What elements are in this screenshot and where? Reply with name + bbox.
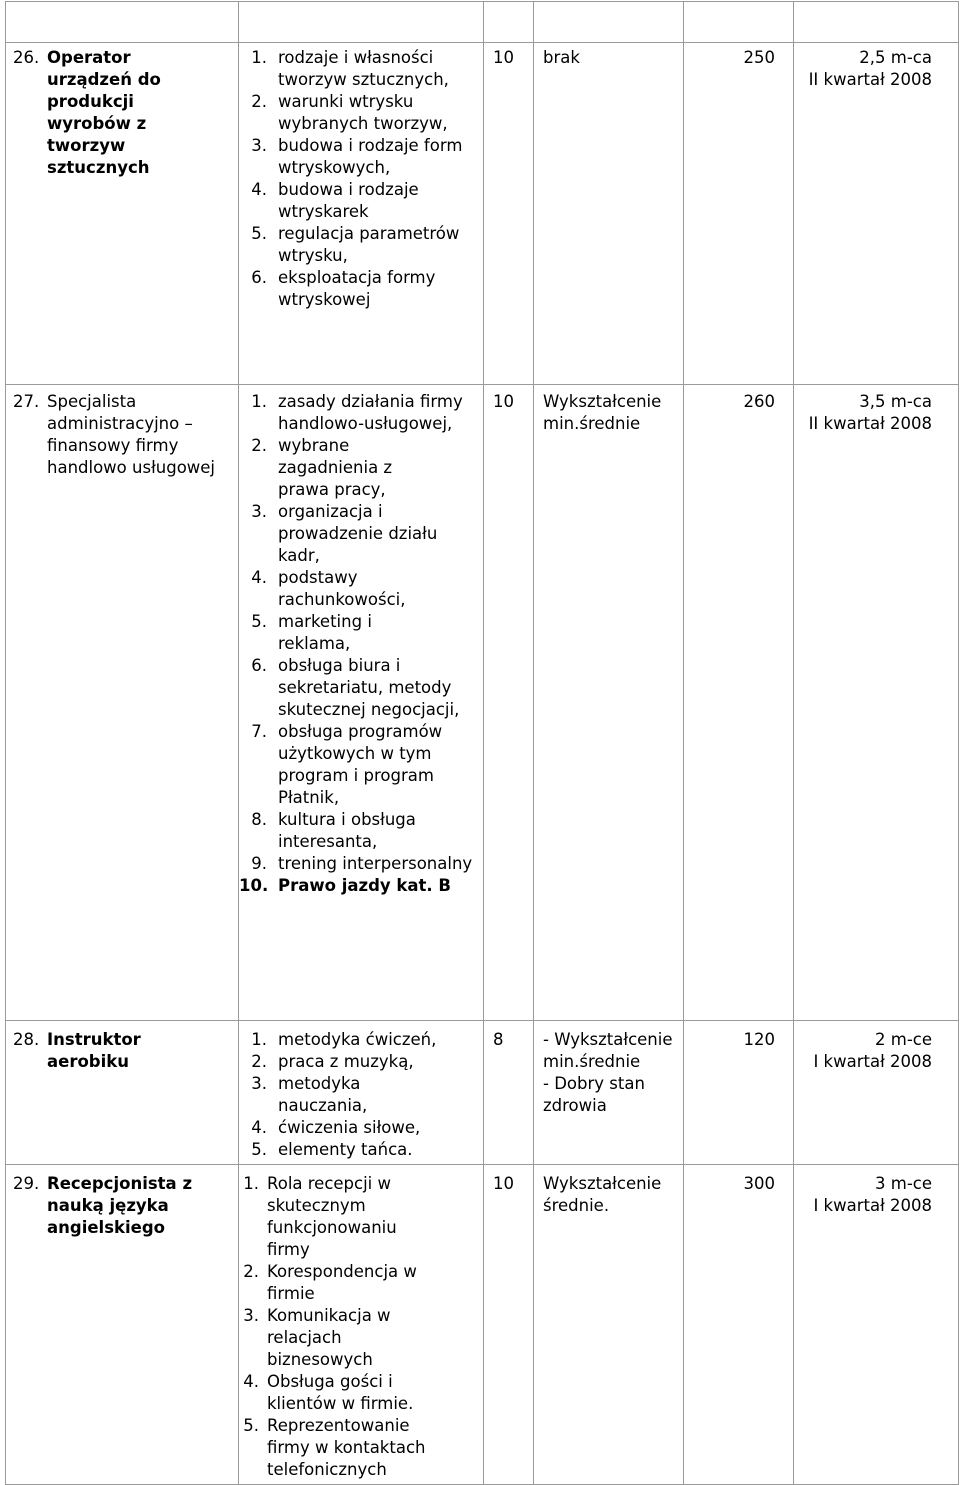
requirements-cell: Wykształcenie średnie. [534, 1165, 684, 1485]
list-item: 4. podstawy rachunkowości, [251, 568, 406, 609]
topics-list [239, 47, 483, 311]
list-item: 10. Prawo jazdy kat. B [239, 876, 451, 895]
topics-cell [239, 385, 484, 1021]
duration: 2,5 m-ca [859, 48, 932, 67]
list-item: 2. Korespondencja w firmie [243, 1262, 417, 1303]
list-item: 1. rodzaje i własności tworzyw sztucznych, [251, 48, 449, 89]
header-cell [684, 2, 794, 43]
course-cell [6, 1021, 239, 1165]
table-row [6, 43, 959, 385]
training-table [5, 1, 959, 1485]
list-item: 6. eksploatacja formy wtryskowej [251, 268, 436, 309]
course-title: Instruktor aerobiku [47, 1030, 141, 1071]
list-item: 5. Reprezentowanie firmy w kontaktach telefonicznych [243, 1416, 426, 1479]
header-cell [794, 2, 959, 43]
list-item: 3. organizacja i prowadzenie działu kadr, [251, 502, 438, 565]
duration: 3,5 m-ca [859, 392, 932, 411]
period: II kwartał 2008 [808, 70, 932, 89]
persons-cell: 10 [484, 1165, 534, 1485]
period-cell [794, 385, 959, 1021]
course-cell [6, 1165, 239, 1485]
duration: 3 m-ce [875, 1174, 932, 1193]
requirement-line: - Dobry stan zdrowia [543, 1074, 645, 1115]
header-cell [484, 2, 534, 43]
requirements-cell: Wykształcenie min.średnie [534, 385, 684, 1021]
persons-cell: 10 [484, 385, 534, 1021]
duration: 2 m-ce [875, 1030, 932, 1049]
topics-cell [239, 43, 484, 385]
persons-cell: 10 [484, 43, 534, 385]
course-number: 26. [13, 48, 40, 67]
course-number: 29. [13, 1174, 40, 1193]
course-title: Specjalista administracyjno – finansowy firmy handlowo usługowej [47, 392, 216, 477]
course-number: 27. [13, 392, 40, 411]
period-cell [794, 1165, 959, 1485]
list-item: 2. wybrane zagadnienia z prawa pracy, [251, 436, 393, 499]
list-item: 4. Obsługa gości i klientów w firmie. [243, 1372, 414, 1413]
hours-cell: 260 [684, 385, 794, 1021]
topics-cell [239, 1021, 484, 1165]
list-item: 9. trening interpersonalny [251, 854, 473, 873]
list-item: 1. Rola recepcji w skutecznym funkcjonowaniu firmy [243, 1174, 397, 1259]
table-row [6, 1021, 959, 1165]
period-cell [794, 1021, 959, 1165]
list-item: 1. zasady działania firmy handlowo-usługowej, [251, 392, 463, 433]
period-cell [794, 43, 959, 385]
list-item: 3. metodyka nauczania, [251, 1074, 368, 1115]
header-cell [6, 2, 239, 43]
topics-list [239, 391, 483, 897]
list-item: 2. praca z muzyką, [251, 1052, 414, 1071]
list-item: 5. elementy tańca. [251, 1140, 413, 1159]
requirements-cell: brak [534, 43, 684, 385]
course-title: Recepcjonista z nauką języka angielskiego [47, 1174, 193, 1237]
course-title: Operator urządzeń do produkcji wyrobów z tworzyw sztucznych [47, 48, 161, 177]
list-item: 3. Komunikacja w relacjach biznesowych [243, 1306, 391, 1369]
header-row [6, 2, 959, 43]
topics-list [239, 1029, 483, 1161]
course-number: 28. [13, 1030, 40, 1049]
course-cell [6, 385, 239, 1021]
list-item: 5. regulacja parametrów wtrysku, [251, 224, 460, 265]
requirements-cell [534, 1021, 684, 1165]
table-row [6, 385, 959, 1021]
hours-cell: 300 [684, 1165, 794, 1485]
list-item: 4. ćwiczenia siłowe, [251, 1118, 421, 1137]
list-item: 3. budowa i rodzaje form wtryskowych, [251, 136, 463, 177]
hours-cell: 120 [684, 1021, 794, 1165]
list-item: 5. marketing i reklama, [251, 612, 372, 653]
requirement-line: - Wykształcenie min.średnie [543, 1030, 673, 1071]
period: I kwartał 2008 [813, 1196, 932, 1215]
period: II kwartał 2008 [808, 414, 932, 433]
list-item: 7. obsługa programów użytkowych w tym program i program Płatnik, [251, 722, 443, 807]
persons-cell: 8 [484, 1021, 534, 1165]
list-item: 1. metodyka ćwiczeń, [251, 1030, 437, 1049]
header-cell [239, 2, 484, 43]
topics-list [239, 1173, 483, 1481]
list-item: 2. warunki wtrysku wybranych tworzyw, [251, 92, 448, 133]
hours-cell: 250 [684, 43, 794, 385]
list-item: 4. budowa i rodzaje wtryskarek [251, 180, 419, 221]
topics-cell [239, 1165, 484, 1485]
list-item: 8. kultura i obsługa interesanta, [251, 810, 416, 851]
course-cell [6, 43, 239, 385]
header-cell [534, 2, 684, 43]
period: I kwartał 2008 [813, 1052, 932, 1071]
table-row [6, 1165, 959, 1485]
list-item: 6. obsługa biura i sekretariatu, metody skutecznej negocjacji, [251, 656, 460, 719]
